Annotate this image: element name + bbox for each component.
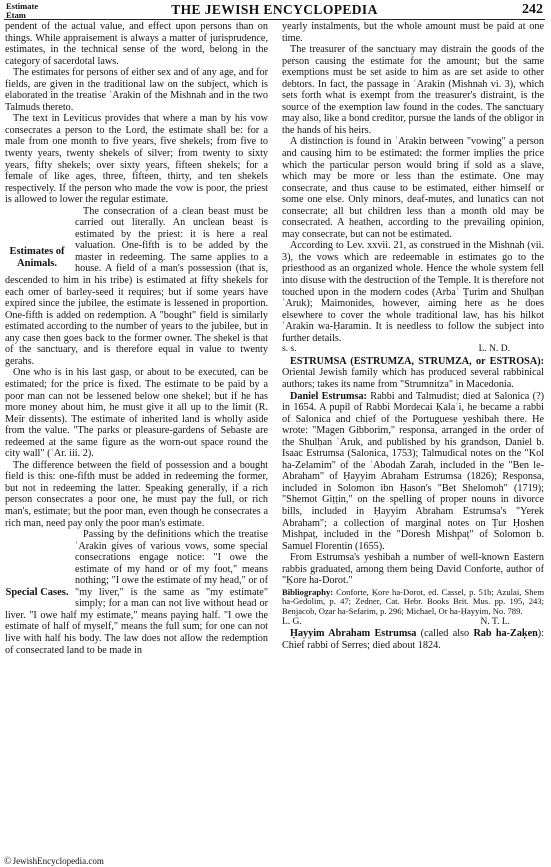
paragraph: A distinction is found in ʿArakin between "vowing" a person and causing him to be estimated: the former implies the price which the particular person would bring if sold as a slave, which may be more or less than the estimate. One may consecrate, and thus cause to be estimated, either himself or some one else. Only minors, deaf-mutes, and lunatics can not consecrate; all but children less than a month old may be consecrated. A heathen, according to the prevailing opinion, may consecrate, but can not be estimated. — [282, 136, 544, 240]
paragraph: The consecration of a clean beast must be carried out literally. An unclean beast is estimated by the priest: it is here a real valuation. One-fifth is to be added by the master in redeeming. The same applies to a house. A field of a man's possession (that is, descended to him in his tribe) is estimated at fifty shekels for each omer of barley-seed it requires; but if some years have expired since the jubilee, the estimate is lessened in proportion. One-fifth is added on redemption. A "bought" field is similarly estimated according to the number of years to the jubilee, but in any case then goes back to the former owner. The shekel is that of the sanctuary, and is therefore equal in value to twenty gerahs. — [5, 205, 268, 367]
entry-estrumsa — [282, 356, 544, 391]
paragraph: The difference between the field of possession and a bought field is this: one-fifth must be added in redeeming the former, but not in redeeming the latter. Speaking generally, if a rich person consecrates a poor one, he must pay the full, or rich man's, estimate; but the poor man, even though he consecrates a rich man, need pay only the poor man's estimate. — [5, 459, 268, 529]
margin-heading-special-cases: Special Cases. — [5, 587, 69, 599]
entry-alias: Rab ha-Zaḳen — [473, 628, 538, 640]
entry-heading: Daniel Estrumsa: — [290, 390, 367, 402]
paragraph: The estimates for persons of either sex and of any age, and for fields, are given in the traditional law on the subject, which is elaborated in the treatise ʿArakin of the Mishnah and in the two Talmuds thereto. — [5, 67, 268, 113]
paragraph: From Estrumsa's yeshibah a number of well-known Eastern rabbis graduated, among them being David Conforte, author of "Ḳore ha-Dorot." — [282, 552, 544, 587]
author-signature — [282, 344, 544, 356]
bibliography-label: Bibliography: — [282, 586, 334, 597]
entry-text: Oriental Jewish family which has produced several rabbinical authors; takes its name from "Strumnitza" in Macedonia. — [282, 367, 544, 390]
entry-heading: Ḥayyim Abraham Estrumsa — [290, 628, 417, 640]
entry-text: (called also — [416, 628, 474, 640]
header-title: THE JEWISH ENCYCLOPEDIA — [171, 2, 378, 17]
left-column — [5, 21, 268, 656]
paragraph: According to Lev. xxvii. 21, as construed in the Mishnah (vii. 3), the vows which are redeemable in estimates go to the priesthood as an organized whole. Hence the whole system fell into disuse with the destruction of the Temple. It is therefore not touched upon in the modern codes (Arbaʿ Ṭurim and Shulḥan ʿAruk); Maimonides, however, aiming here as he does elsewhere to cover the whole traditional law, has his hilkot ʿArakin wa-Ḥaramin. It is needless to follow the subject into further details. — [282, 240, 544, 344]
paragraph: The treasurer of the sanctuary may distrain the goods of the person causing the estimate for the amount; but the same exemptions must be set aside to him as are set aside to other debtors. In fact, the passage in ʿArakin (Mishnah vi. 3), which sets forth what is exempt from the treasurer's distraint, is the source of the exemption law found in the codes. The sanctuary may also, like a bond creditor, pursue the lands of the obligor in the hands of his heirs. — [282, 44, 544, 136]
paragraph: The text in Leviticus provides that where a man by his vow consecrates a person to the Lord, the estimate shall be: for a male from one month to five years, five shekels; from five to twenty years, twenty shekels of silver; from twenty to sixty years, fifty shekels; over sixty years, fifteen shekels; for a female of like ages, three, fifteen, thirty, and ten shekels respectively. If the person who made the vow is poor, the priest is allowed to lower the regular estimate. — [5, 113, 268, 206]
header-rule — [4, 19, 545, 20]
running-header — [6, 2, 543, 18]
source-name: JewishEncyclopedia.com — [12, 856, 104, 866]
entry-text: Rabbi and Talmudist; died at Salonica (?) in 1654. A pupil of Rabbi Mordecai Ḳalaʿi, he became a rabbi of Salonica and chief of the Portuguese yeshibah there. He wrote: "Magen Gibborim," responsa, arranged in the order of the Shulḥan ʿAruk, and published by his grandson, Daniel b. Isaac Estrumsa (Salonica, 1753); Talmudical notes on the "Kol ha-Zelamim" of the ʿAbodah Zarah, included in the "Ben le-Abraham" of Ḥayyim Abraham Estrumsa (1826); Responsa, included in Solomon ibn Ḥason's "Bet Shelomoh" (1719); "Shemot Giṭṭin," on the spelling of proper nouns in divorce bills, included in Ḥayyim Abraham Estrumsa's "Yerek Abraham"; a collection of marginal notes on Ṭur Ḥoshen Mishpaṭ, included in the "Doresh Mishpaṭ" of Solomon b. Samuel Florentin (1655). — [282, 390, 544, 552]
right-column — [282, 21, 544, 651]
footer-credit — [4, 856, 104, 867]
margin-heading-estimates-of-animals: Estimates of Animals. — [9, 245, 65, 269]
page-number: 242 — [522, 2, 543, 17]
bibliography — [282, 588, 544, 617]
paragraph: yearly instalments, but the whole amount must be paid at one time. — [282, 21, 544, 44]
paragraph: One who is in his last gasp, or about to be executed, can be estimated; for the price is fixed. The estimate to be paid by a poor man can not be lessened below one shekel; but if he has more money about him, he must give it all up to the limit (R. Meïr dissents). The estimate of inherited land is wholly aside from the value. "The parks or pleasure-gardens of Sebaste are redeemed at the same figure as the worn-out space round the city wall" (ʿAr. iii. 2). — [5, 367, 268, 460]
paragraph: Passing by the definitions which the treatise ʿArakin gives of various vows, some special consecrations engage notice: "I owe the estimate of my hand or of my foot," means nothing; "I owe the estimate of my head," or of "my liver," is the same as "my estimate" simply; for a man can not live without head or liver. "I owe half my estimate," means paying half. "I owe the estimate of half of myself," means the full sum; for one can not live with half his body. The law does not allow the redemption of consecrated land to be made in — [5, 529, 268, 656]
copyright-icon: © — [4, 856, 12, 867]
entry-text: ): Chief rabbi of Serres; died about 1824. — [282, 628, 544, 651]
signature-initials-left: L. G. — [282, 616, 302, 627]
author-signature — [282, 617, 544, 629]
bibliography-text: Conforte, Ḳore ha-Dorot, ed. Cassel, p. 51b; Azulai, Shem ha-Gedolim, p. 47; Zedner, Cat. Hebr. Books Brit. Mus. pp. 195, 243; Benjacob, Oẓar ha-Sefarim, p. 296; Michael, Or ha-Ḥayyim, No. 789. — [282, 586, 544, 616]
header-catchword: Estimate Etam — [6, 1, 39, 20]
signature-initials-left: s. s. — [282, 344, 297, 355]
signature-initials-right: L. N. D. — [478, 344, 510, 355]
entry-heading: ESTRUMSA (ESTRUMZA, STRUMZA, or ESTROSA): — [290, 355, 544, 367]
entry-hayyim-abraham-estrumsa — [282, 628, 544, 651]
paragraph: pendent of the actual value, and effect upon persons than on things. While appraisement is always a matter of jurisprudence, estimates, in the technical sense of the word, belong in the category of sacerdotal laws. — [5, 21, 268, 67]
signature-initials-right: N. T. L. — [480, 616, 510, 627]
entry-daniel-estrumsa — [282, 391, 544, 553]
